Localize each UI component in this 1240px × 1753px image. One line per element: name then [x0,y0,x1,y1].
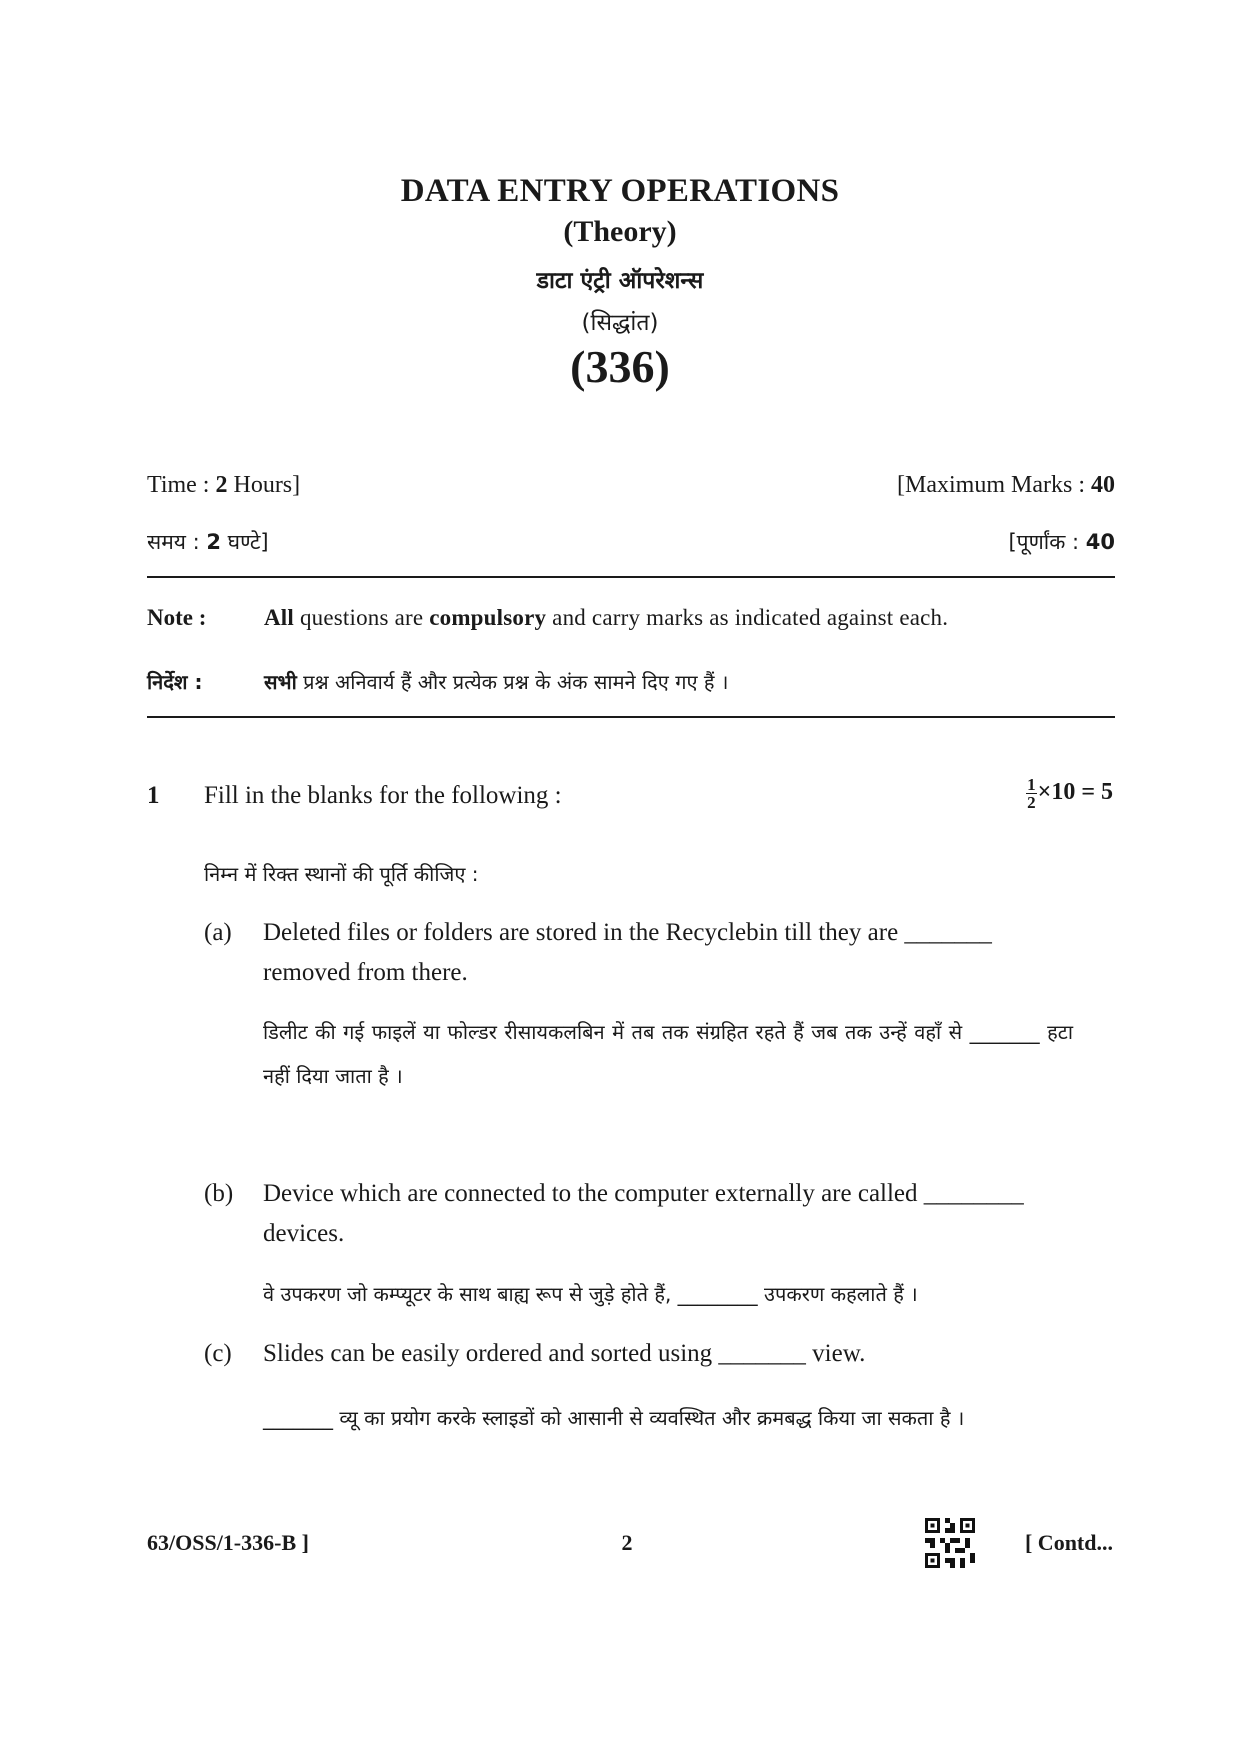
paper-title: DATA ENTRY OPERATIONS [400,173,840,209]
part-a-text-hindi: डिलीट की गई फाइलें या फोल्डर रीसायकलबिन में तब तक संग्रहित रहते हैं जब तक उन्हें वहाँ से _______ हटा नहीं दिया जाता है । [263,1020,1073,1088]
paper-subtitle-hindi: (सिद्धांत) [581,310,659,336]
divider-top [147,576,1115,578]
part-c-text-hindi: _______ व्यू का प्रयोग करके स्लाइडों को आसानी से व्यवस्थित और क्रमबद्ध किया जा सकता है । [263,1406,965,1430]
max-marks-hi: [पूर्णांक : 40 [1008,530,1115,554]
paper-code: 63/OSS/1-336-B ] [147,1530,309,1555]
part-a-label: (a) [204,919,232,946]
question-text: Fill in the blanks for the following : [204,782,562,809]
divider-bottom [147,716,1115,718]
note-label-hindi: निर्देश : [147,670,203,694]
page-number: 2 [621,1530,633,1555]
part-b-text: Device which are connected to the computer externally are called ________ devices. [263,1180,1024,1247]
marks-fraction: $\frac{1}{2}$ [1027,775,1036,812]
time-en: Time : 2 Hours] [147,472,301,498]
note-text: All questions are compulsory and carry marks as indicated against each. [264,605,949,630]
part-c-label: (c) [204,1340,232,1367]
qr-code-icon [925,1518,975,1568]
subject-code: (336) [570,341,670,392]
note-label: Note : [147,605,207,630]
part-b-label: (b) [204,1180,234,1207]
question-number: 1 [147,782,160,809]
max-marks-en: [Maximum Marks : 40 [897,472,1115,498]
part-b-text-hindi: वे उपकरण जो कम्प्यूटर के साथ बाह्य रूप से जुड़े होते हैं, ________ उपकरण कहलाते हैं । [263,1282,918,1306]
continued-label: [ Contd... [1024,1530,1113,1555]
part-a-text: Deleted files or folders are stored in the Recyclebin till they are _______ removed from there. [263,919,992,986]
question-marks: $\frac{1}{2}$ ×10 = 5 [1027,775,1113,812]
paper-subtitle: (Theory) [563,215,677,248]
part-c-text: Slides can be easily ordered and sorted using _______ view. [263,1340,866,1367]
question-text-hindi: निम्न में रिक्त स्थानों की पूर्ति कीजिए : [204,862,479,886]
time-hi: समय : 2 घण्टे] [147,530,269,554]
paper-title-hindi: डाटा एंट्री ऑपरेशन्स [536,268,704,294]
note-text-hindi: सभी प्रश्न अनिवार्य हैं और प्रत्येक प्रश्न के अंक सामने दिए गए हैं । [264,670,729,694]
